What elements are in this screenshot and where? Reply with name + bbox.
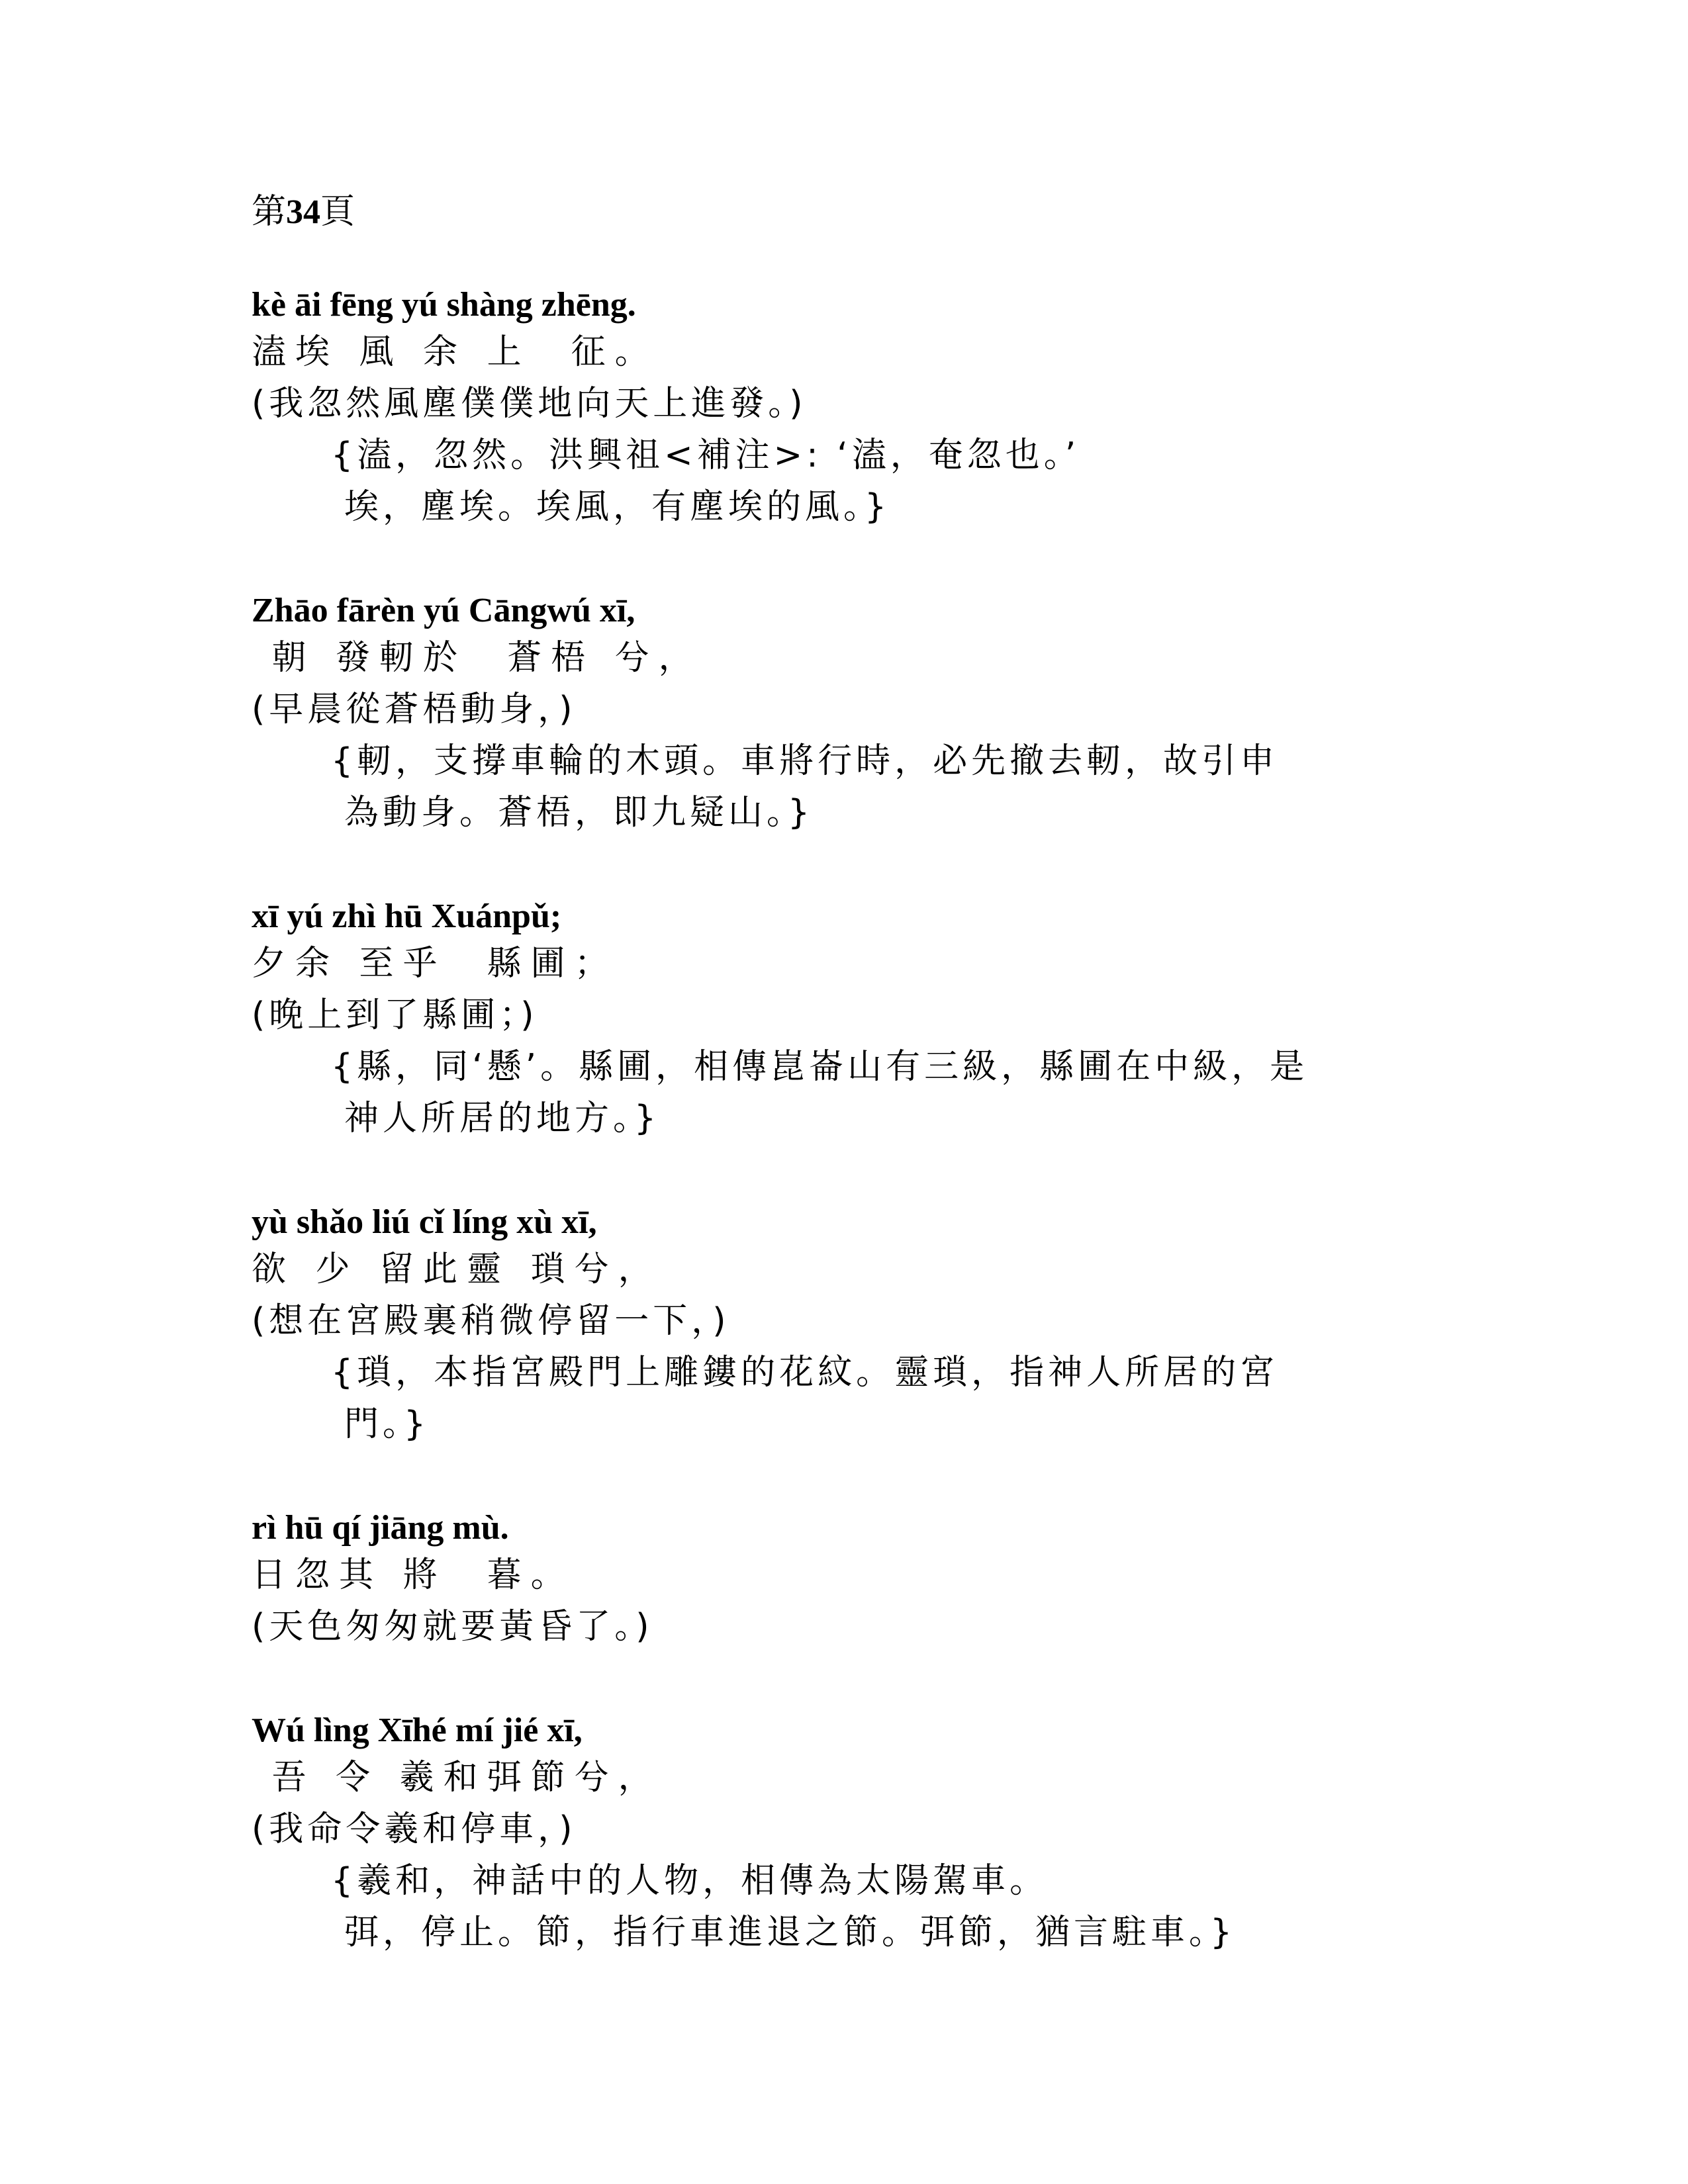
pinyin-line: rì hū qí jiāng mù.: [252, 1509, 509, 1547]
pinyin-line: yù shǎo liú cǐ líng xù xī,: [252, 1203, 597, 1241]
note-line: 弭，停止。節，指行車進退之節。弭節，猶言駐車。}: [344, 1913, 1237, 1952]
page-content: [252, 192, 1509, 1995]
chinese-line: 日忽其 將 暮。: [252, 1555, 575, 1595]
note-line: {軔，支撐車輪的木頭。車將行時，必先撤去軔，故引申: [331, 741, 1279, 781]
pinyin-line: kè āi fēng yú shàng zhēng.: [252, 286, 636, 324]
annotation-note: [331, 1041, 1509, 1144]
stanza: [252, 1181, 1509, 1450]
annotation-note: [331, 1855, 1509, 1958]
note-line: 門。}: [344, 1404, 430, 1444]
translation-line: (我命令羲和停車，): [252, 1809, 577, 1849]
annotation-note: [331, 430, 1509, 533]
stanza: [252, 570, 1509, 839]
note-line: {溘，忽然。洪興祖<補注>: ‘溘，奄忽也。’: [331, 435, 1080, 475]
translation-line: (天色匆匆就要黃昏了。): [252, 1607, 653, 1647]
page-number: 34: [286, 193, 321, 231]
translation-line: (我忽然風塵僕僕地向天上進發。): [252, 384, 807, 424]
translation-line: (想在宮殿裏稍微停留一下，): [252, 1301, 730, 1341]
note-line: {瑣，本指宮殿門上雕鏤的花紋。靈瑣，指神人所居的宮: [331, 1353, 1279, 1392]
chinese-line: 吾 令 羲和弭節兮，: [252, 1758, 662, 1797]
note-line: {縣，同‘懸’。縣圃，相傳崑崙山有三級，縣圃在中級，是: [331, 1047, 1309, 1087]
note-line: 為動身。蒼梧，即九疑山。}: [344, 793, 814, 833]
page-header-prefix: 第: [252, 192, 287, 232]
stanza: [252, 264, 1509, 533]
pinyin-line: xī yú zhì hū Xuánpǔ;: [252, 897, 562, 935]
note-line: 埃，塵埃。埃風，有塵埃的風。}: [344, 487, 891, 527]
chinese-line: 朝 發軔於 蒼梧 兮，: [252, 638, 702, 678]
translation-line: (早晨從蒼梧動身，): [252, 690, 577, 729]
pinyin-line: Zhāo fārèn yú Cāngwú xī,: [252, 592, 635, 629]
chinese-line: 夕余 至乎 縣圃；: [252, 944, 618, 983]
translation-line: (晚上到了縣圃；): [252, 995, 538, 1035]
annotation-note: [331, 735, 1509, 839]
chinese-line: 溘埃 風 余 上 征。: [252, 332, 659, 372]
stanza: [252, 1487, 1509, 1653]
note-line: 神人所居的地方。}: [344, 1099, 661, 1138]
page-header-suffix: 頁: [320, 192, 355, 232]
chinese-line: 欲 少 留此靈 瑣兮，: [252, 1250, 662, 1289]
stanza: [252, 876, 1509, 1144]
stanza: [252, 1690, 1509, 1958]
annotation-note: [331, 1347, 1509, 1450]
note-line: {羲和，神話中的人物，相傳為太陽駕車。: [331, 1861, 1049, 1901]
pinyin-line: Wú lìng Xīhé mí jié xī,: [252, 1711, 583, 1749]
page-header: [252, 192, 1509, 232]
